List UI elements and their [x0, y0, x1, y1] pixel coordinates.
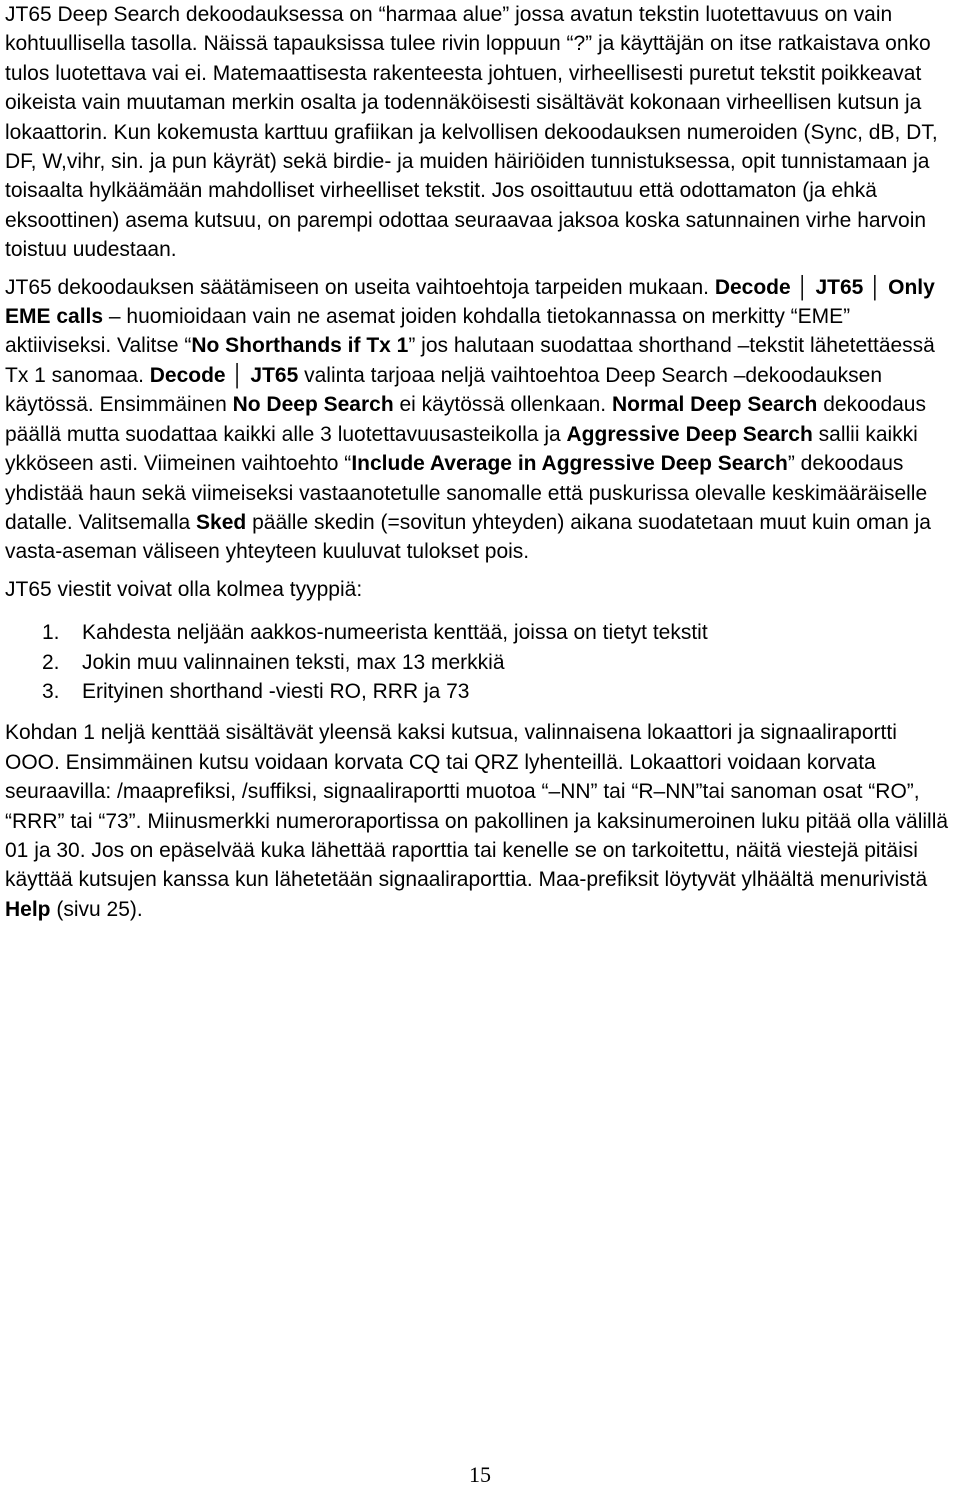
text-span: (sivu 25).: [50, 897, 143, 921]
text-span: JT65 dekoodauksen säätämiseen on useita vaihtoehtoja tarpeiden mukaan.: [5, 275, 715, 299]
text-span: ei käytössä ollenkaan.: [393, 393, 612, 417]
text-span: dekoodaus päällä mutta suodattaa kaikki alle 3 luotettavuusasteikolla ja: [5, 393, 926, 446]
text-span: ” jos halutaan suodattaa shorthand –tekstit lähetettäessä Tx 1 sanomaa.: [5, 334, 935, 387]
list-number: 3.: [42, 679, 60, 703]
menu-path-decode-jt65: Decode │ JT65: [149, 363, 299, 387]
text-span: ” dekoodaus yhdistää haun sekä viimeiseksi vastaanotetulle sanomalle että puskurissa olevalle keskimääräiselle datalle. Valitsemalla: [5, 452, 928, 534]
option-sked: Sked: [196, 510, 247, 534]
text-span: – huomioidaan vain ne asemat joiden kohdalla tietokannassa on merkitty “EME” aktiiviseksi. Valitse “: [5, 305, 851, 358]
message-types-list: [5, 618, 956, 706]
option-normal-deep-search: Normal Deep Search: [611, 393, 818, 417]
option-no-shorthands: No Shorthands if Tx 1: [191, 334, 409, 358]
list-text: Kahdesta neljään aakkos-numeerista kenttää, joissa on tietyt tekstit: [82, 621, 708, 645]
menu-help: Help: [5, 897, 51, 921]
paragraph-message-types-intro: JT65 viestit voivat olla kolmea tyyppiä:: [5, 577, 363, 601]
list-item: [5, 648, 956, 677]
list-number: 1.: [42, 621, 60, 645]
text-span: sallii kaikki ykköseen asti. Viimeinen vaihtoehto “: [5, 422, 918, 476]
text-span: päälle skedin (=sovitun yhteyden) aikana suodatetaan muut kuin oman ja vasta-aseman väliseen yhteyteen kuuluvat tulokset pois.: [5, 510, 931, 564]
list-item: [5, 677, 956, 706]
list-item: [5, 618, 956, 647]
page-number: 15: [469, 1462, 491, 1487]
list-text: Erityinen shorthand -viesti RO, RRR ja 73: [82, 679, 470, 703]
text-span: valinta tarjoaa neljä vaihtoehtoa Deep Search –dekoodauksen käytössä. Ensimmäinen: [5, 363, 883, 417]
menu-path-only-eme: Decode │ JT65 │ Only EME calls: [5, 275, 935, 329]
list-text: Jokin muu valinnainen teksti, max 13 merkkiä: [82, 650, 505, 674]
paragraph-deep-search: JT65 Deep Search dekoodauksessa on “harmaa alue” jossa avatun tekstin luotettavuus on vain kohtuullisella tasolla. Näissä tapauksissa tulee rivin loppuun “?” ja käyttäjän on itse ratkaistava onko tulos luotettava vai ei. Matemaattisesta rakenteesta johtuen, virheellisesti puretut tekstit poikkeavat oikeista vain muutaman merkin osalta ja todennäköisesti sisältävät kokonaan virheellisen kutsun ja lokaattorin. Kun kokemusta karttuu grafiikan ja kelvollisen dekoodauksen numeroiden (Sync, dB, DT, DF, W,vihr, sin. ja pun käyrät) sekä birdie- ja muiden häiriöiden tunnistuksessa, opit tunnistamaan ja toisaalta hylkäämään mahdolliset virheelliset tekstit. Jos osoittautuu että odottamaton (ja ehkä eksoottinen) asema kutsuu, on parempi odottaa seuraavaa jaksoa koska satunnainen virhe harvoin toistuu uudestaan.: [5, 3, 938, 262]
paragraph-field-details: [5, 718, 956, 924]
paragraph-decode-options: [5, 273, 956, 567]
list-number: 2.: [42, 650, 60, 674]
option-aggressive-deep-search: Aggressive Deep Search: [566, 422, 813, 446]
text-span: Kohdan 1 neljä kenttää sisältävät yleensä kaksi kutsua, valinnaisena lokaattori ja signaaliraportti OOO. Ensimmäinen kutsu voidaan korvata CQ tai QRZ lyhenteillä. Lokaattori voidaan korvata seuraavilla: /maaprefiksi, /suffiksi, signaaliraportti muotoa “–NN” tai “R–NN”tai sanoman osat “RO”, “RRR” tai “73”. Miinusmerkki numeroraportissa on pakollinen ja kaksinumeroinen luku pitää olla välillä 01 ja 30. Jos on epäselvää kuka lähettää raporttia tai kenelle se on tarkoitettu, näitä viestejä pitäisi käyttää kutsujen kanssa kun lähetetään signaaliraporttia. Maa-prefiksit löytyvät ylhäältä menurivistä: [5, 721, 949, 892]
option-include-average: Include Average in Aggressive Deep Search: [351, 452, 788, 476]
option-no-deep-search: No Deep Search: [232, 393, 394, 417]
